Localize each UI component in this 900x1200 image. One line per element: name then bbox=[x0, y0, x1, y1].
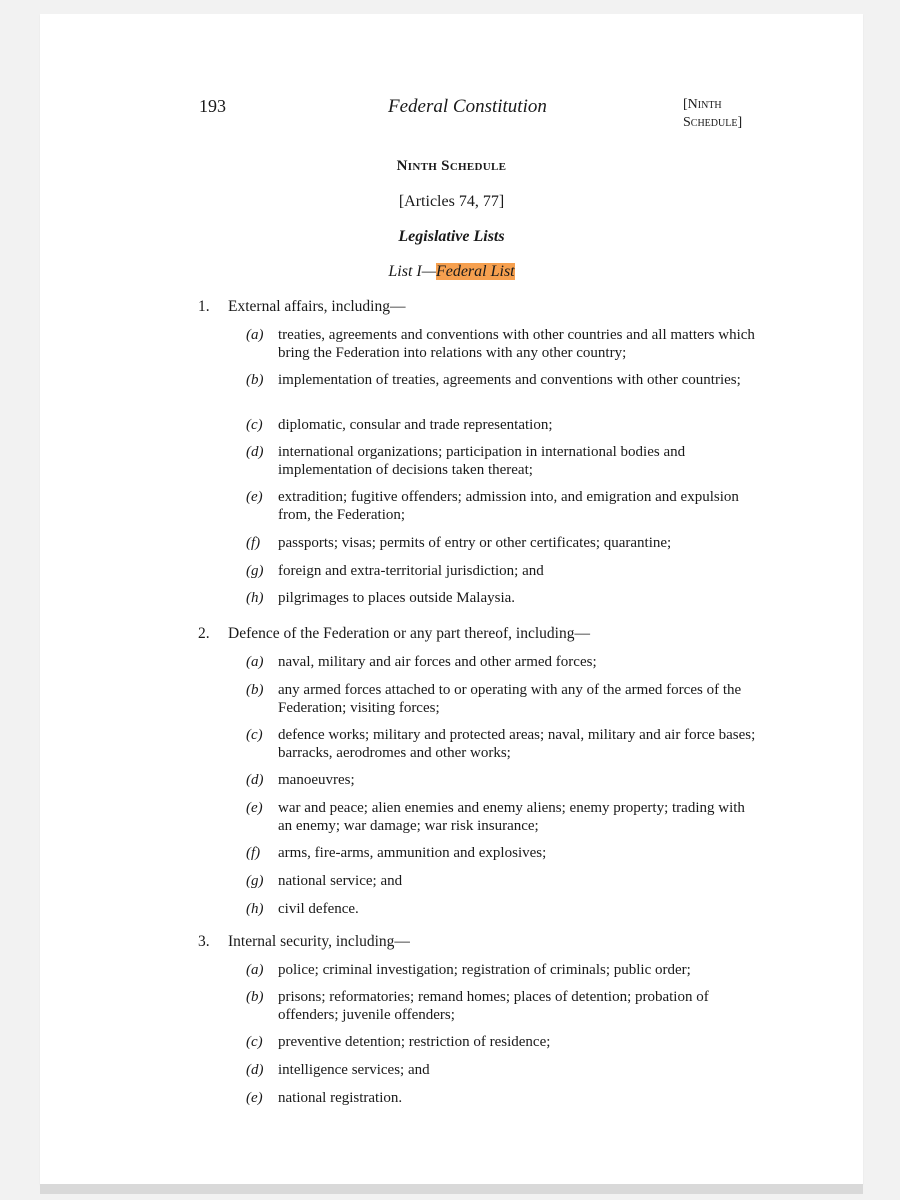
list-prefix: List I— bbox=[388, 263, 436, 280]
item-letter: (g) bbox=[246, 873, 264, 889]
articles-reference: [Articles 74, 77] bbox=[398, 193, 505, 210]
item-text: foreign and extra-territorial jurisdiction; and bbox=[278, 563, 544, 579]
item-text: passports; visas; permits of entry or other certificates; quarantine; bbox=[278, 535, 672, 551]
item-letter: (a) bbox=[246, 654, 264, 670]
item-letter: (f) bbox=[246, 845, 261, 861]
item-letter: (d) bbox=[246, 1062, 264, 1078]
item-text: manoeuvres; bbox=[278, 772, 355, 788]
item-text: national service; and bbox=[278, 873, 403, 889]
section-number: 3. bbox=[198, 933, 210, 950]
item-text: international organizations; participation in international bodies and implementation of decisions taken thereat; bbox=[278, 444, 686, 478]
item-letter: (d) bbox=[246, 772, 264, 788]
schedule-tag bbox=[683, 96, 742, 132]
item-letter: (b) bbox=[246, 682, 264, 698]
highlighted-text[interactable]: Federal List bbox=[435, 263, 515, 280]
item-text: prisons; reformatories; remand homes; places of detention; probation of offenders; juvenile offenders; bbox=[278, 989, 709, 1023]
item-letter: (e) bbox=[246, 800, 263, 816]
item-text: naval, military and air forces and other armed forces; bbox=[278, 654, 597, 670]
legislative-lists-heading: Legislative Lists bbox=[398, 228, 505, 245]
item-text: civil defence. bbox=[278, 901, 359, 917]
page-bottom-edge bbox=[40, 1184, 863, 1194]
schedule-tag-line: [Ninth bbox=[683, 97, 722, 112]
item-letter: (h) bbox=[246, 590, 264, 606]
item-letter: (a) bbox=[246, 327, 264, 343]
list-title bbox=[40, 263, 863, 281]
section-number: 2. bbox=[198, 625, 210, 642]
schedule-tag-line: Schedule] bbox=[683, 115, 743, 130]
item-letter: (h) bbox=[246, 901, 264, 917]
item-letter: (e) bbox=[246, 489, 263, 505]
item-text: intelligence services; and bbox=[278, 1062, 430, 1078]
item-text: pilgrimages to places outside Malaysia. bbox=[278, 590, 516, 606]
item-letter: (e) bbox=[246, 1090, 263, 1106]
section-number: 1. bbox=[198, 298, 210, 315]
item-text: preventive detention; restriction of residence; bbox=[278, 1034, 551, 1050]
item-text: defence works; military and protected areas; naval, military and air force bases; barracks, aerodromes and other works; bbox=[278, 727, 756, 761]
item-text: arms, fire-arms, ammunition and explosives; bbox=[278, 845, 547, 861]
item-text: police; criminal investigation; registration of criminals; public order; bbox=[278, 962, 691, 978]
item-letter: (c) bbox=[246, 727, 263, 743]
item-letter: (d) bbox=[246, 444, 264, 460]
item-text: extradition; fugitive offenders; admission into, and emigration and expulsion from, the Federation; bbox=[278, 489, 739, 523]
item-letter: (c) bbox=[246, 417, 263, 433]
item-text: any armed forces attached to or operating with any of the armed forces of the Federation; visiting forces; bbox=[278, 682, 742, 716]
running-title: Federal Constitution bbox=[388, 96, 547, 117]
item-text: implementation of treaties, agreements and conventions with other countries; bbox=[278, 372, 741, 388]
item-letter: (b) bbox=[246, 372, 264, 388]
item-letter: (g) bbox=[246, 563, 264, 579]
item-text: national registration. bbox=[278, 1090, 403, 1106]
item-text: war and peace; alien enemies and enemy aliens; enemy property; trading with an enemy; war damage; war risk insurance; bbox=[278, 800, 745, 834]
item-letter: (c) bbox=[246, 1034, 263, 1050]
item-text: diplomatic, consular and trade representation; bbox=[278, 417, 553, 433]
section-heading: Defence of the Federation or any part thereof, including— bbox=[228, 625, 590, 642]
section-heading: External affairs, including— bbox=[228, 298, 406, 315]
section-heading: Internal security, including— bbox=[228, 933, 410, 950]
item-letter: (f) bbox=[246, 535, 261, 551]
item-letter: (b) bbox=[246, 989, 264, 1005]
document-page bbox=[40, 14, 863, 1184]
item-letter: (a) bbox=[246, 962, 264, 978]
item-text: treaties, agreements and conventions with other countries and all matters which bring the Federation into relations with any other country; bbox=[278, 327, 755, 361]
schedule-title: Ninth Schedule bbox=[396, 158, 507, 174]
page-number: 193 bbox=[199, 96, 226, 116]
